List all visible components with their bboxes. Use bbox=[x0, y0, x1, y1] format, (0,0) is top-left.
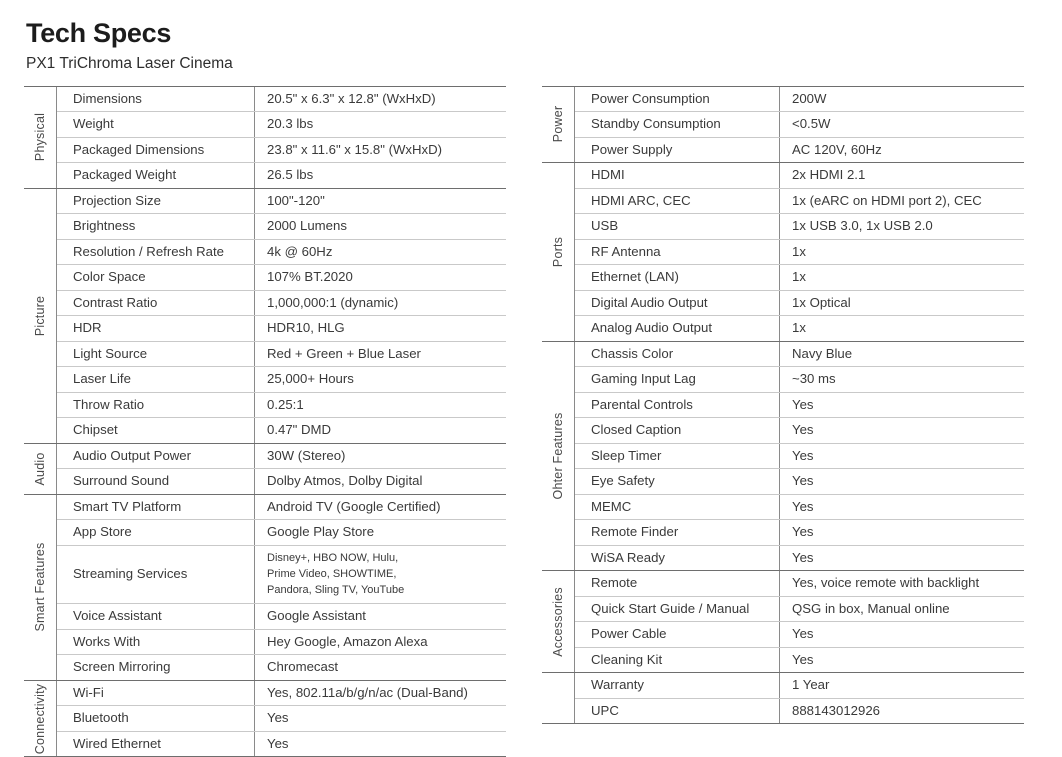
spec-group-label-text: Accessories bbox=[551, 586, 565, 657]
spec-name-digital-audio-output: Digital Audio Output bbox=[575, 291, 780, 316]
spec-group-unlabeled bbox=[542, 673, 1024, 723]
spec-value-digital-audio-output: 1x Optical bbox=[792, 294, 851, 310]
spec-name-brightness: Brightness bbox=[57, 214, 255, 239]
spec-row bbox=[57, 316, 506, 342]
spec-name-laser-life: Laser Life bbox=[57, 367, 255, 392]
spec-row bbox=[57, 495, 506, 521]
spec-row bbox=[575, 189, 1024, 215]
spec-group-rows bbox=[57, 87, 506, 188]
spec-name-resolution-refresh-rate: Resolution / Refresh Rate bbox=[57, 240, 255, 265]
spec-value-throw-ratio: 0.25:1 bbox=[267, 396, 304, 412]
spec-row bbox=[57, 112, 506, 138]
spec-value-brightness: 2000 Lumens bbox=[267, 218, 347, 234]
spec-name-wired-ethernet: Wired Ethernet bbox=[57, 732, 255, 757]
spec-value-chassis-color: Navy Blue bbox=[792, 345, 853, 361]
spec-value-hdr: HDR10, HLG bbox=[267, 320, 345, 336]
spec-group-label-text: Power bbox=[551, 106, 565, 143]
spec-group-rows bbox=[57, 495, 506, 680]
spec-row bbox=[575, 571, 1024, 597]
spec-value-weight: 20.3 lbs bbox=[267, 116, 314, 132]
spec-row bbox=[575, 163, 1024, 189]
spec-name-ethernet-lan: Ethernet (LAN) bbox=[575, 265, 780, 290]
spec-name-eye-safety: Eye Safety bbox=[575, 469, 780, 494]
spec-group-label-text: Ohter Features bbox=[551, 412, 565, 500]
spec-value-light-source: Red + Green + Blue Laser bbox=[267, 345, 421, 361]
spec-value-packaged-weight: 26.5 lbs bbox=[267, 167, 314, 183]
spec-name-weight: Weight bbox=[57, 112, 255, 137]
spec-value-hdmi: 2x HDMI 2.1 bbox=[792, 167, 866, 183]
spec-value-resolution-refresh-rate: 4k @ 60Hz bbox=[267, 243, 333, 259]
spec-value-memc: Yes bbox=[792, 498, 814, 514]
spec-name-parental-controls: Parental Controls bbox=[575, 393, 780, 418]
spec-row bbox=[57, 655, 506, 680]
spec-group-label-text: Physical bbox=[33, 113, 47, 162]
spec-value-power-cable: Yes bbox=[792, 626, 814, 642]
spec-value-usb: 1x USB 3.0, 1x USB 2.0 bbox=[792, 218, 933, 234]
spec-value-smart-tv-platform: Android TV (Google Certified) bbox=[267, 498, 441, 514]
spec-row bbox=[575, 138, 1024, 163]
spec-group-rows bbox=[575, 342, 1024, 571]
spec-group-smart-features bbox=[24, 495, 506, 681]
spec-group-label-text: Picture bbox=[33, 295, 47, 336]
spec-name-streaming-services: Streaming Services bbox=[57, 546, 255, 604]
spec-name-wisa-ready: WiSA Ready bbox=[575, 546, 780, 571]
spec-row bbox=[575, 418, 1024, 444]
spec-value-rf-antenna: 1x bbox=[792, 243, 806, 259]
spec-name-hdr: HDR bbox=[57, 316, 255, 341]
spec-group-label bbox=[542, 342, 575, 571]
spec-name-remote-finder: Remote Finder bbox=[575, 520, 780, 545]
spec-row bbox=[57, 732, 506, 757]
spec-name-standby-consumption: Standby Consumption bbox=[575, 112, 780, 137]
spec-row bbox=[57, 291, 506, 317]
spec-value-power-consumption: 200W bbox=[792, 90, 827, 106]
spec-row bbox=[57, 138, 506, 164]
spec-row bbox=[57, 546, 506, 605]
spec-value-standby-consumption: <0.5W bbox=[792, 116, 831, 132]
spec-value-line: Disney+, HBO NOW, Hulu, bbox=[267, 551, 399, 564]
spec-row bbox=[575, 214, 1024, 240]
spec-value-wi-fi: Yes, 802.11a/b/g/n/ac (Dual-Band) bbox=[267, 684, 468, 700]
spec-columns bbox=[24, 86, 1040, 757]
spec-value-warranty: 1 Year bbox=[792, 677, 830, 693]
spec-row bbox=[57, 214, 506, 240]
spec-row bbox=[575, 240, 1024, 266]
spec-value-sleep-timer: Yes bbox=[792, 447, 814, 463]
spec-group-label bbox=[542, 673, 575, 723]
spec-name-usb: USB bbox=[575, 214, 780, 239]
spec-value-contrast-ratio: 1,000,000:1 (dynamic) bbox=[267, 294, 399, 310]
spec-row bbox=[575, 546, 1024, 571]
spec-group-label bbox=[542, 87, 575, 163]
spec-group-label bbox=[542, 163, 575, 341]
spec-value-laser-life: 25,000+ Hours bbox=[267, 371, 354, 387]
spec-name-quick-start-guide-manual: Quick Start Guide / Manual bbox=[575, 597, 780, 622]
spec-group-label bbox=[24, 681, 57, 757]
spec-name-bluetooth: Bluetooth bbox=[57, 706, 255, 731]
spec-group-label-text: Connectivity bbox=[33, 683, 47, 754]
spec-name-surround-sound: Surround Sound bbox=[57, 469, 255, 494]
spec-value-line: Pandora, Sling TV, YouTube bbox=[267, 583, 405, 596]
spec-name-app-store: App Store bbox=[57, 520, 255, 545]
spec-group-label bbox=[24, 189, 57, 443]
spec-row bbox=[57, 520, 506, 546]
spec-row bbox=[57, 367, 506, 393]
spec-name-chipset: Chipset bbox=[57, 418, 255, 443]
spec-row bbox=[575, 112, 1024, 138]
spec-group-rows bbox=[575, 571, 1024, 672]
spec-row bbox=[575, 265, 1024, 291]
left-spec-table bbox=[24, 86, 506, 757]
spec-group-rows bbox=[57, 444, 506, 494]
spec-row bbox=[575, 648, 1024, 673]
spec-value-ethernet-lan: 1x bbox=[792, 269, 806, 285]
spec-value-voice-assistant: Google Assistant bbox=[267, 608, 366, 624]
spec-group-physical bbox=[24, 87, 506, 189]
spec-group-rows bbox=[575, 163, 1024, 341]
spec-row bbox=[57, 342, 506, 368]
spec-group-accessories bbox=[542, 571, 1024, 673]
spec-value-remote-finder: Yes bbox=[792, 524, 814, 540]
spec-group-power bbox=[542, 87, 1024, 164]
spec-row bbox=[57, 189, 506, 215]
spec-row bbox=[57, 265, 506, 291]
spec-group-label-text: Audio bbox=[33, 452, 47, 486]
product-name-subtitle: PX1 TriChroma Laser Cinema bbox=[26, 55, 233, 73]
spec-value-eye-safety: Yes bbox=[792, 473, 814, 489]
spec-row bbox=[57, 681, 506, 707]
spec-group-label bbox=[24, 87, 57, 188]
spec-value-wisa-ready: Yes bbox=[792, 549, 814, 565]
spec-name-power-cable: Power Cable bbox=[575, 622, 780, 647]
spec-name-power-supply: Power Supply bbox=[575, 138, 780, 163]
spec-name-power-consumption: Power Consumption bbox=[575, 87, 780, 112]
spec-group-audio bbox=[24, 444, 506, 495]
spec-value-parental-controls: Yes bbox=[792, 396, 814, 412]
spec-name-screen-mirroring: Screen Mirroring bbox=[57, 655, 255, 680]
spec-row bbox=[575, 444, 1024, 470]
spec-row bbox=[575, 520, 1024, 546]
spec-group-ohter-features bbox=[542, 342, 1024, 572]
spec-group-rows bbox=[57, 189, 506, 443]
spec-value-surround-sound: Dolby Atmos, Dolby Digital bbox=[267, 473, 423, 489]
spec-name-contrast-ratio: Contrast Ratio bbox=[57, 291, 255, 316]
spec-name-projection-size: Projection Size bbox=[57, 189, 255, 214]
spec-name-packaged-weight: Packaged Weight bbox=[57, 163, 255, 188]
spec-name-works-with: Works With bbox=[57, 630, 255, 655]
spec-value-power-supply: AC 120V, 60Hz bbox=[792, 141, 882, 157]
spec-row bbox=[575, 367, 1024, 393]
spec-name-hdmi-arc-cec: HDMI ARC, CEC bbox=[575, 189, 780, 214]
spec-group-label bbox=[24, 495, 57, 680]
spec-value-cleaning-kit: Yes bbox=[792, 651, 814, 667]
spec-value-gaming-input-lag: ~30 ms bbox=[792, 371, 836, 387]
spec-group-label-text: Smart Features bbox=[33, 542, 47, 632]
spec-row bbox=[57, 240, 506, 266]
spec-name-remote: Remote bbox=[575, 571, 780, 596]
spec-name-hdmi: HDMI bbox=[575, 163, 780, 188]
spec-row bbox=[575, 393, 1024, 419]
spec-row bbox=[575, 469, 1024, 495]
spec-value-upc: 888143012926 bbox=[792, 702, 881, 718]
spec-name-chassis-color: Chassis Color bbox=[575, 342, 780, 367]
spec-value-packaged-dimensions: 23.8" x 11.6" x 15.8" (WxHxD) bbox=[267, 141, 443, 157]
spec-name-warranty: Warranty bbox=[575, 673, 780, 698]
spec-value-wired-ethernet: Yes bbox=[267, 735, 289, 751]
spec-value-app-store: Google Play Store bbox=[267, 524, 375, 540]
spec-name-dimensions: Dimensions bbox=[57, 87, 255, 112]
spec-group-ports bbox=[542, 163, 1024, 342]
spec-row bbox=[57, 444, 506, 470]
spec-name-light-source: Light Source bbox=[57, 342, 255, 367]
spec-group-label-text: Ports bbox=[551, 236, 565, 267]
spec-value-line: Prime Video, SHOWTIME, bbox=[267, 567, 397, 580]
spec-row bbox=[575, 699, 1024, 724]
spec-name-wi-fi: Wi-Fi bbox=[57, 681, 255, 706]
spec-row bbox=[575, 622, 1024, 648]
spec-name-sleep-timer: Sleep Timer bbox=[575, 444, 780, 469]
spec-name-audio-output-power: Audio Output Power bbox=[57, 444, 255, 469]
spec-group-label bbox=[542, 571, 575, 672]
spec-name-memc: MEMC bbox=[575, 495, 780, 520]
spec-row bbox=[57, 87, 506, 113]
spec-group-label bbox=[24, 444, 57, 494]
spec-value-chipset: 0.47" DMD bbox=[267, 422, 332, 438]
spec-value-screen-mirroring: Chromecast bbox=[267, 659, 339, 675]
spec-group-rows bbox=[575, 673, 1024, 723]
spec-value-color-space: 107% BT.2020 bbox=[267, 269, 353, 285]
spec-row bbox=[57, 604, 506, 630]
spec-name-upc: UPC bbox=[575, 699, 780, 724]
spec-value-projection-size: 100"-120" bbox=[267, 192, 325, 208]
spec-name-closed-caption: Closed Caption bbox=[575, 418, 780, 443]
spec-row bbox=[575, 87, 1024, 113]
spec-row bbox=[57, 706, 506, 732]
spec-name-throw-ratio: Throw Ratio bbox=[57, 393, 255, 418]
spec-row bbox=[57, 418, 506, 443]
spec-name-cleaning-kit: Cleaning Kit bbox=[575, 648, 780, 673]
spec-name-analog-audio-output: Analog Audio Output bbox=[575, 316, 780, 341]
spec-group-connectivity bbox=[24, 681, 506, 757]
spec-name-voice-assistant: Voice Assistant bbox=[57, 604, 255, 629]
spec-value-remote: Yes, voice remote with backlight bbox=[792, 575, 980, 591]
spec-value-works-with: Hey Google, Amazon Alexa bbox=[267, 633, 428, 649]
spec-value-hdmi-arc-cec: 1x (eARC on HDMI port 2), CEC bbox=[792, 192, 982, 208]
spec-value-dimensions: 20.5" x 6.3" x 12.8" (WxHxD) bbox=[267, 90, 436, 106]
spec-row bbox=[575, 495, 1024, 521]
spec-value-streaming-services bbox=[255, 546, 506, 604]
right-spec-table bbox=[542, 86, 1024, 725]
spec-name-gaming-input-lag: Gaming Input Lag bbox=[575, 367, 780, 392]
spec-row bbox=[57, 163, 506, 188]
spec-value-lines bbox=[267, 551, 404, 599]
spec-value-quick-start-guide-manual: QSG in box, Manual online bbox=[792, 600, 950, 616]
spec-row bbox=[575, 291, 1024, 317]
spec-group-picture bbox=[24, 189, 506, 444]
spec-row bbox=[57, 393, 506, 419]
spec-value-audio-output-power: 30W (Stereo) bbox=[267, 447, 346, 463]
spec-value-bluetooth: Yes bbox=[267, 710, 289, 726]
spec-group-rows bbox=[575, 87, 1024, 163]
spec-name-color-space: Color Space bbox=[57, 265, 255, 290]
spec-name-rf-antenna: RF Antenna bbox=[575, 240, 780, 265]
spec-row bbox=[575, 316, 1024, 341]
spec-group-rows bbox=[57, 681, 506, 757]
spec-value-analog-audio-output: 1x bbox=[792, 320, 806, 336]
spec-row bbox=[575, 597, 1024, 623]
spec-row bbox=[57, 469, 506, 494]
spec-name-smart-tv-platform: Smart TV Platform bbox=[57, 495, 255, 520]
spec-row bbox=[575, 673, 1024, 699]
spec-row bbox=[575, 342, 1024, 368]
page-title: Tech Specs bbox=[26, 18, 172, 48]
spec-row bbox=[57, 630, 506, 656]
spec-value-closed-caption: Yes bbox=[792, 422, 814, 438]
spec-name-packaged-dimensions: Packaged Dimensions bbox=[57, 138, 255, 163]
